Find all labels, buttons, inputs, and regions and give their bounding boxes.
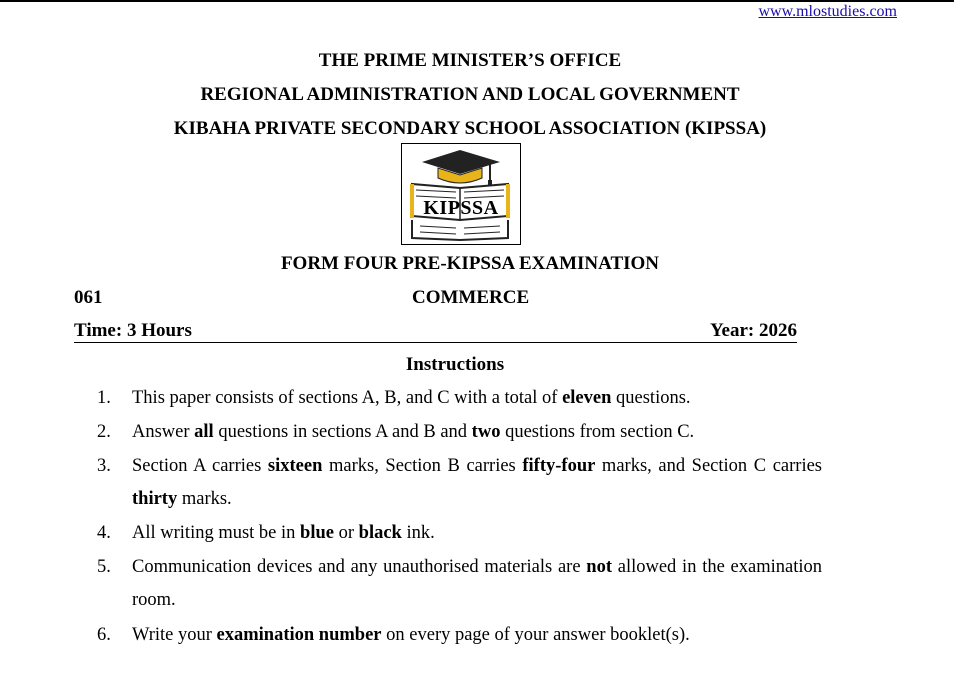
- instruction-number: 4.: [97, 523, 111, 543]
- instruction-run: This paper consists of sections A, B, and C with a total of: [132, 388, 563, 408]
- logo-text: KIPSSA: [423, 197, 499, 219]
- instruction-emphasis: black: [358, 523, 402, 543]
- instruction-run: allowed in the examination room.: [132, 557, 822, 610]
- instruction-emphasis: not: [586, 557, 612, 577]
- instruction-text: [132, 551, 822, 617]
- instruction-text: [132, 416, 822, 449]
- year-label: Year: 2026: [709, 320, 797, 341]
- header-association: KIBAHA PRIVATE SECONDARY SCHOOL ASSOCIATION (KIPSSA): [173, 118, 767, 139]
- instruction-run: All writing must be in: [132, 523, 301, 543]
- subject-name: COMMERCE: [412, 287, 530, 308]
- header-office: THE PRIME MINISTER’S OFFICE: [318, 50, 622, 71]
- top-rule: [0, 0, 954, 2]
- instruction-text: [132, 619, 822, 652]
- instruction-run: or: [333, 523, 359, 543]
- instruction-run: marks, Section B carries: [322, 456, 523, 476]
- instruction-run: ink.: [401, 523, 435, 543]
- subject-code: 061: [74, 287, 103, 308]
- instruction-number: 6.: [97, 625, 111, 645]
- exam-title: FORM FOUR PRE-KIPSSA EXAMINATION: [280, 253, 660, 274]
- instruction-emphasis: thirty: [132, 489, 178, 509]
- instruction-run: marks, and Section C carries: [595, 456, 823, 476]
- instruction-number: 1.: [97, 388, 111, 408]
- instruction-emphasis: sixteen: [267, 456, 323, 476]
- instruction-run: on every page of your answer booklet(s).: [381, 625, 690, 645]
- instruction-run: questions.: [611, 388, 691, 408]
- kipssa-logo: [401, 143, 521, 245]
- instruction-text: [132, 382, 822, 415]
- instruction-emphasis: all: [194, 422, 214, 442]
- instruction-emphasis: blue: [300, 523, 334, 543]
- instruction-run: Write your: [132, 625, 217, 645]
- instruction-run: Answer: [132, 422, 195, 442]
- time-label: Time: 3 Hours: [74, 320, 192, 341]
- instruction-text: [132, 517, 822, 550]
- website-link[interactable]: www.mlostudies.com: [758, 3, 897, 20]
- instruction-number: 3.: [97, 456, 111, 476]
- instruction-emphasis: two: [471, 422, 501, 442]
- instruction-emphasis: fifty-four: [522, 456, 596, 476]
- instruction-emphasis: eleven: [562, 388, 612, 408]
- instructions-title: Instructions: [405, 354, 505, 375]
- instruction-text: [132, 450, 822, 516]
- instruction-number: 2.: [97, 422, 111, 442]
- instruction-run: marks.: [177, 489, 232, 509]
- instruction-run: questions from section C.: [500, 422, 695, 442]
- instruction-emphasis: examination number: [216, 625, 382, 645]
- header-ministry: REGIONAL ADMINISTRATION AND LOCAL GOVERNMENT: [200, 84, 740, 105]
- time-year-row: [74, 320, 797, 343]
- graduation-cap-book-icon: [402, 144, 520, 244]
- instruction-number: 5.: [97, 557, 111, 577]
- instruction-run: Communication devices and any unauthorised materials are: [132, 557, 587, 577]
- instruction-run: questions in sections A and B and: [213, 422, 472, 442]
- instruction-run: Section A carries: [132, 456, 268, 476]
